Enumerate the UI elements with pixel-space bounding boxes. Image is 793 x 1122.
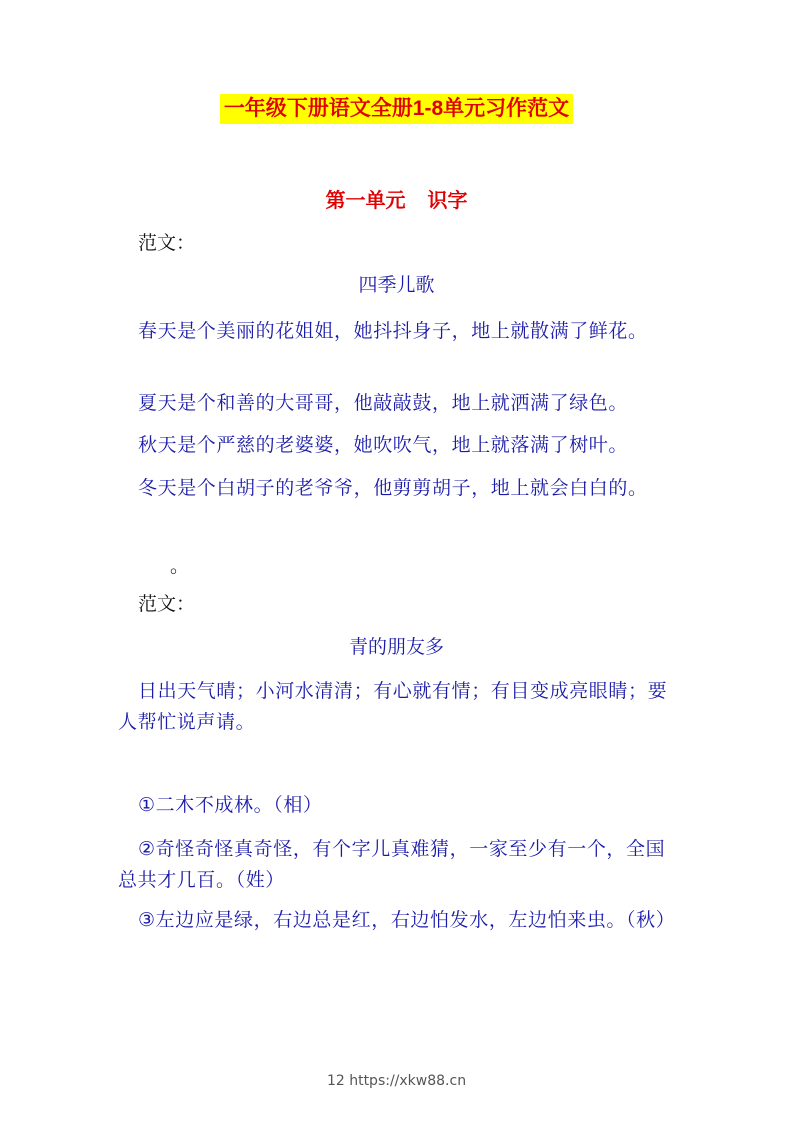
poem-line: 夏天是个和善的大哥哥，他敲敲鼓，地上就洒满了绿色。	[138, 392, 629, 414]
section-heading	[0, 186, 793, 214]
riddle-item: ②奇怪奇怪真奇怪，有个字儿真难猜，一家至少有一个，全国总共才几百。（姓）	[118, 838, 666, 891]
document-title-wrap	[0, 94, 793, 124]
poem-line: 春天是个美丽的花姐姐，她抖抖身子，地上就散满了鲜花。	[138, 320, 648, 342]
poem-line: 秋天是个严慈的老婆婆，她吹吹气，地上就落满了树叶。	[138, 434, 629, 456]
section-heading-unit: 第一单元	[325, 188, 406, 212]
poem-paragraph: 日出天气晴；小河水清清；有心就有情；有目变成亮眼睛；要人帮忙说声请。	[118, 680, 668, 733]
section-heading-topic: 识字	[427, 188, 468, 212]
poem-title: 四季儿歌	[358, 274, 435, 296]
riddle-item: ①二木不成林。（相）	[138, 794, 323, 816]
riddle-item: ③左边应是绿，右边总是红，右边怕发水，左边怕来虫。（秋）	[138, 909, 676, 931]
stray-punctuation: 。	[170, 555, 190, 577]
document-title: 一年级下册语文全册1-8单元习作范文	[220, 94, 573, 124]
poem-title: 青的朋友多	[348, 636, 444, 658]
page-footer: 12 https://xkw88.cn	[326, 1073, 467, 1089]
model-essay-label: 范文：	[138, 593, 196, 615]
model-essay-label: 范文：	[138, 232, 196, 254]
poem-line: 冬天是个白胡子的老爷爷，他剪剪胡子，地上就会白白的。	[138, 477, 648, 499]
